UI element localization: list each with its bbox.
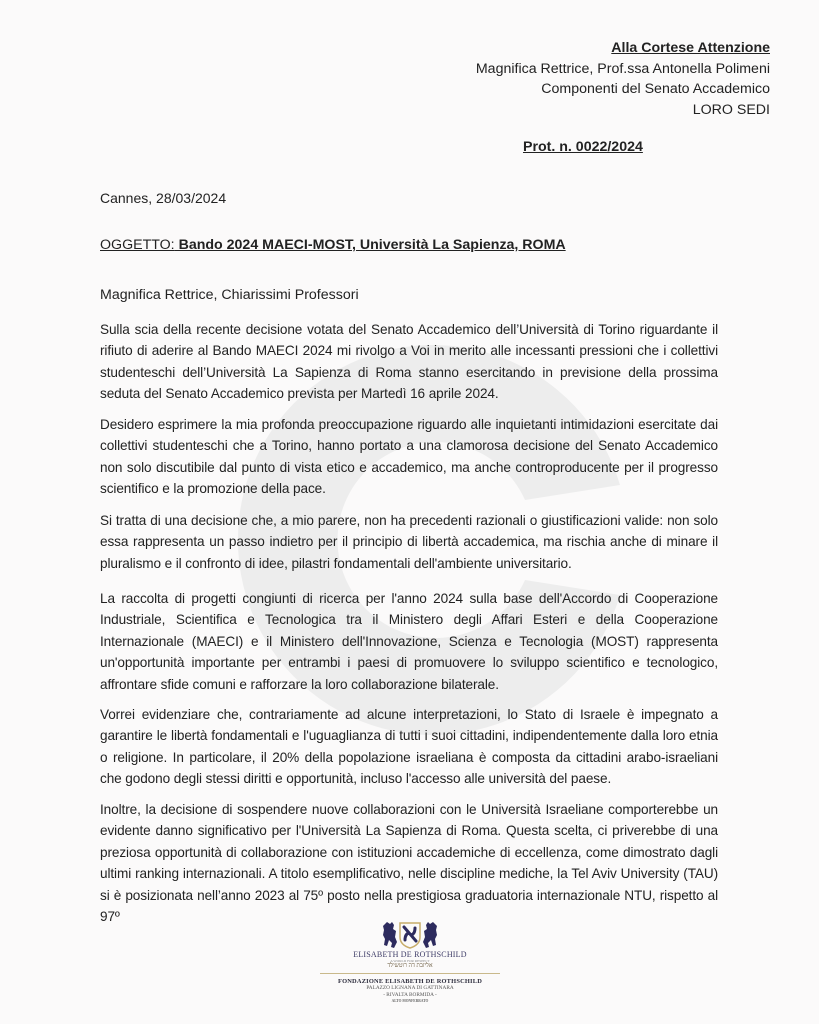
foundation-region: ALTO MONFERRATO: [391, 999, 429, 1003]
subject-label: OGGETTO:: [100, 237, 175, 253]
foundation-address: - RIVALTA BORMIDA -: [383, 992, 437, 998]
recipient-line: LORO SEDI: [692, 101, 770, 118]
recipient-block: [476, 38, 770, 120]
body-paragraph: Desidero esprimere la mia profonda preoccupazione riguardo alle inquietanti intimidazioni esercitate dai collettivi studenteschi che a Torino, hanno portato a una clamorosa decisione del Senato Accademico non solo discutibile dal punto di vista etico e accademico, ma anche controproducente per il progresso scientifico e la promozione della pace.: [100, 417, 718, 497]
recipient-line: Magnifica Rettrice, Prof.ssa Antonella Polimeni: [475, 60, 770, 77]
protocol-number: Prot. n. 0022/2024: [523, 139, 643, 155]
place-date: Cannes, 28/03/2024: [100, 190, 227, 206]
subject-line: [100, 237, 566, 253]
body-paragraph: La raccolta di progetti congiunti di ricerca per l'anno 2024 sulla base dell'Accordo di Cooperazione Industriale, Scientifica e Tecnologica tra il Ministero degli Affari Esteri e della Cooperazione Internazionale (MAECI) e il Ministero dell'Innovazione, Scienza e Tecnologia (MOST) rappresenta un'opportunità importante per entrambi i paesi di promuovere lo sviluppo scientifico e tecnologico, affrontare sfide comuni e rafforzare la loro collaborazione bilaterale.: [100, 591, 718, 692]
foundation-logo: [330, 920, 490, 1003]
recipient-heading: Alla Cortese Attenzione: [611, 40, 770, 56]
logo-tagline: A WORLD FOR RESPECT: [390, 959, 430, 963]
logo-name: ELISABETH DE ROTHSCHILD: [353, 950, 467, 959]
body-paragraph: Sulla scia della recente decisione votata del Senato Accademico dell’Università di Torino riguardante il rifiuto di aderire al Bando MAECI 2024 mi rivolgo a Voi in merito alle incessanti pressioni che i collettivi studenteschi dell’Università La Sapienza di Roma stanno esercitando in previsione della prossima seduta del Senato Accademico prevista per Martedì 16 aprile 2024.: [100, 322, 718, 402]
recipient-line: Componenti del Senato Accademico: [541, 81, 770, 97]
foundation-name: FONDAZIONE ELISABETH DE ROTHSCHILD: [337, 978, 483, 985]
logo-divider: [320, 973, 500, 974]
body-paragraph: Inoltre, la decisione di sospendere nuove collaborazioni con le Università Israeliane comporterebbe un evidente danno significativo per l'Università La Sapienza di Roma. Questa scelta, ci priverebbe di una preziosa opportunità di collaborazione con istituzioni accademiche di eccellenza, come dimostrato dagli ultimi ranking internazionali. A titolo esemplificativo, nelle discipline mediche, la Tel Aviv University (TAU) si è posizionata nell’anno 2023 al 75º posto nella prestigiosa graduatoria internazionale NTU, rispetto al 97º: [100, 802, 718, 925]
salutation: Magnifica Rettrice, Chiarissimi Professori: [100, 287, 359, 303]
logo-hebrew-name: אליזבת דה רוטשילד: [387, 963, 433, 969]
foundation-address: PALAZZO LIGNANA DI GATTINARA: [366, 985, 454, 991]
subject-value: Bando 2024 MAECI-MOST, Università La Sapienza, ROMA: [174, 237, 566, 253]
lions-aleph-crest-icon: [379, 920, 441, 950]
body-paragraph: Si tratta di una decisione che, a mio parere, non ha precedenti razionali o giustificazioni valide: non solo essa rappresenta un passo indietro per il principio di libertà accademica, ma rischia anche di minare il pluralismo e il confronto di idee, pilastri fondamentali dell'ambiente universitario.: [100, 513, 718, 571]
body-paragraph: Vorrei evidenziare che, contrariamente ad alcune interpretazioni, lo Stato di Israele è impegnato a garantire le libertà fondamentali e l'uguaglianza di tutti i suoi cittadini, indipendentemente dalla loro etnia o religione. In particolare, il 20% della popolazione israeliana è composta da cittadini arabo-israeliani che godono degli stessi diritti e opportunità, incluso l'accesso alle università del paese.: [100, 707, 718, 787]
